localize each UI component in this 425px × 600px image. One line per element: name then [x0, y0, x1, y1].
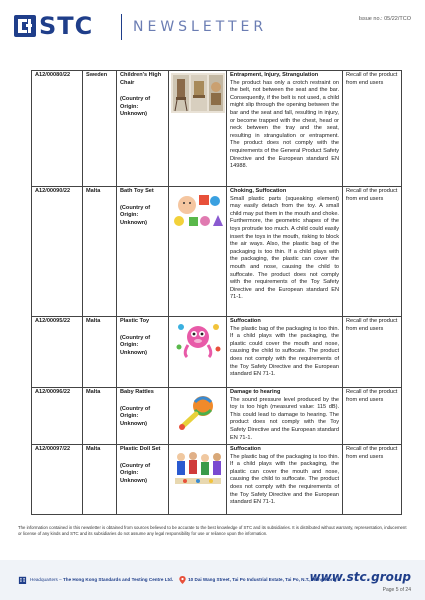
origin-label: (Country of Origin: Unknown) — [120, 405, 151, 427]
origin-label: (Country of Origin: Unknown) — [120, 334, 151, 356]
plastic-toy-photo — [171, 319, 225, 359]
risk-description: The plastic bag of the packaging is too thin. If a child plays with the packaging, the plastic could cover the mouth and nose, causing the child to suffocate. The product does not comply with the requirements of the Toy Safety Directive and the European standard EN 71-1. — [230, 325, 339, 378]
website-link[interactable]: www.stc.group — [309, 570, 411, 584]
product-cell — [117, 71, 169, 187]
reference-cell: A12/00080/22 — [32, 71, 83, 187]
image-cell — [169, 317, 227, 388]
product-cell — [117, 388, 169, 445]
risk-cell — [227, 317, 343, 388]
measure-cell: Recall of the product from end users — [343, 388, 402, 445]
plastic-doll-set-photo — [171, 447, 225, 487]
measure-cell: Recall of the product from end users — [343, 71, 402, 187]
product-cell — [117, 445, 169, 515]
hazard-title: Choking, Suffocation — [230, 188, 287, 194]
table-row — [32, 388, 402, 445]
risk-cell — [227, 388, 343, 445]
product-name: Plastic Toy — [120, 318, 150, 324]
page-number: Page 5 of 24 — [382, 587, 411, 593]
measure-cell: Recall of the product from end users — [343, 187, 402, 317]
risk-description: The product has only a crotch restraint on the belt, not between the seat and the bar. Consequently, if the belt is not used, a child might slip through the opening between the bar and the seat and fall, resulting in injury, or become trapped with the chest, head or neck between the tray and the seat, resulting in strangulation or entrapment. The product does not comply with the requirements of the General Product Safety Directive and the European standard EN 14988. — [230, 79, 339, 170]
bath-toy-set-photo — [171, 189, 225, 229]
risk-cell — [227, 71, 343, 187]
risk-cell — [227, 187, 343, 317]
reference-cell: A12/00097/22 — [32, 445, 83, 515]
measure-cell: Recall of the product from end users — [343, 317, 402, 388]
product-name: Plastic Doll Set — [120, 446, 161, 452]
product-cell — [117, 317, 169, 388]
risk-cell — [227, 445, 343, 515]
country-cell: Malta — [83, 445, 117, 515]
reference-cell: A12/00090/22 — [32, 187, 83, 317]
recall-table — [31, 70, 401, 515]
hazard-title: Damage to hearing — [230, 389, 281, 395]
image-cell — [169, 187, 227, 317]
table-row — [32, 317, 402, 388]
headquarters-info: Headquarters – The Hong Kong Standards and Testing Centre Ltd. 10 Dai Wang Street, Tai Po Industrial Estate, Tai Po, N.T., Hong Kong — [18, 575, 337, 584]
disclaimer-text: The information contained in this newsletter is obtained from sources believed to be accurate to the best knowledge of STC and its subsidiaries. It is distributed without warranty, representation, inducement or license of any kinds and STC and its subsidiaries do not assume any legal responsibility for use or reliance upon the information. — [18, 525, 407, 536]
product-name: Children's High Chair — [120, 72, 162, 86]
hq-label: Headquarters — [30, 577, 58, 582]
hazard-title: Entrapment, Injury, Strangulation — [230, 72, 319, 78]
reference-cell: A12/00095/22 — [32, 317, 83, 388]
table-row — [32, 445, 402, 515]
product-cell — [117, 187, 169, 317]
logo-text: STC — [39, 12, 94, 40]
origin-label: (Country of Origin: Unknown) — [120, 462, 151, 484]
stc-logo-mark — [14, 15, 36, 37]
country-cell: Malta — [83, 388, 117, 445]
header-divider — [121, 14, 122, 40]
issue-number: Issue no.: 05/22/TCO — [358, 16, 411, 22]
stc-logo — [14, 13, 93, 39]
table-row — [32, 71, 402, 187]
baby-rattle-photo — [171, 390, 225, 430]
origin-label: (Country of Origin: Unknown) — [120, 96, 151, 118]
table-row — [32, 187, 402, 317]
risk-description: Small plastic parts (squeaking element) may easily detach from the toy. A small child may put them in the mouth and choke. Furthermore, the geometric shapes of the toys protrude too much. A child could easily insert the toys in the mouth, risking to block the air ways. Also, the plastic bag of the packaging is too thin. If a child plays with the packaging, the plastic can cover the mouth and nose, causing the child to suffocate. The product does not comply with the requirements of the Toy Safety Directive and the European standard EN 71-1. — [230, 195, 339, 301]
risk-description: The plastic bag of the packaging is too thin. If a child plays with the packaging, the plastic can cover the mouth and nose, causing the child to suffocate. The product does not comply with the requirements of the Toy Safety Directive and the European standard EN 71-1. — [230, 453, 339, 506]
reference-cell: A12/00096/22 — [32, 388, 83, 445]
hazard-title: Suffocation — [230, 446, 261, 452]
high-chair-photo — [171, 73, 225, 113]
risk-description: The sound pressure level produced by the toy is too high (measured value: 115 dB). This could lead to damage to hearing. The product does not comply with the Toy Safety Directive and the European standard EN 71-1. — [230, 396, 339, 441]
product-name: Bath Toy Set — [120, 188, 154, 194]
image-cell — [169, 445, 227, 515]
country-cell: Malta — [83, 317, 117, 388]
page-header — [0, 0, 425, 56]
building-icon — [18, 575, 27, 584]
hq-address: 10 Dai Wang Street, Tai Po Industrial Estate, Tai Po, N.T., Hong Kong — [188, 577, 337, 582]
newsletter-title: NEWSLETTER — [133, 19, 268, 35]
measure-cell: Recall of the product from end users — [343, 445, 402, 515]
hazard-title: Suffocation — [230, 318, 261, 324]
hq-organisation: The Hong Kong Standards and Testing Centre Ltd. — [62, 577, 174, 582]
country-cell: Malta — [83, 187, 117, 317]
image-cell — [169, 388, 227, 445]
image-cell — [169, 71, 227, 187]
origin-label: (Country of Origin: Unknown) — [120, 204, 151, 226]
country-cell: Sweden — [83, 71, 117, 187]
product-name: Baby Rattles — [120, 389, 154, 395]
location-pin-icon — [179, 576, 186, 584]
